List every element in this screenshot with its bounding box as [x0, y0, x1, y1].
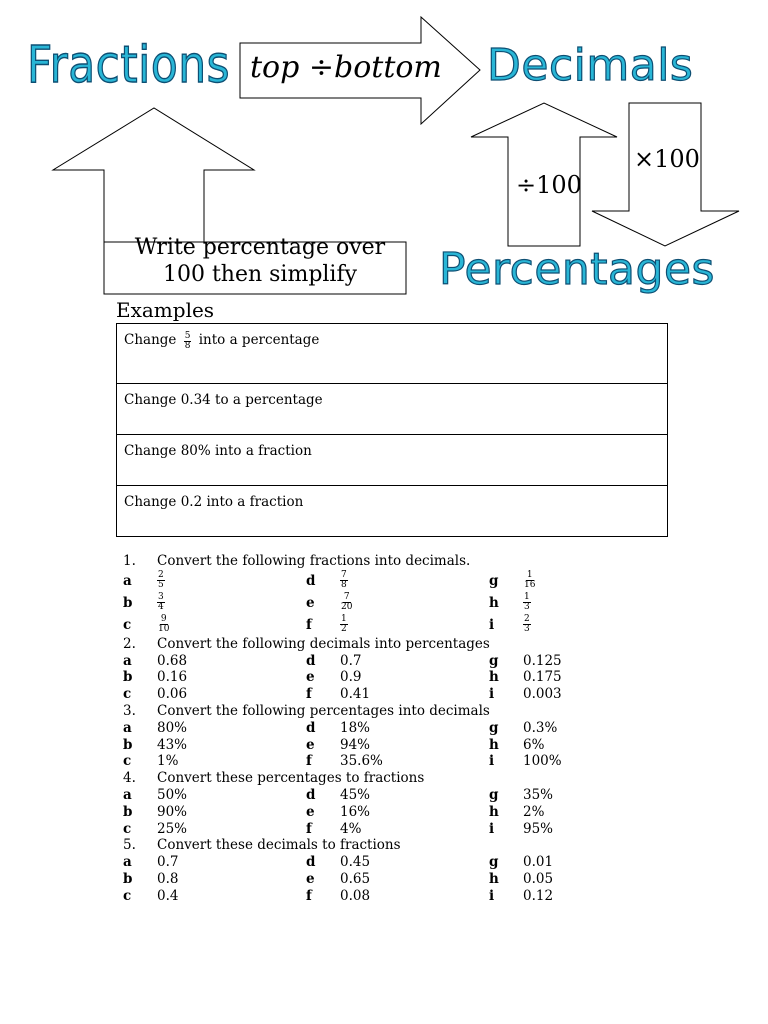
item-value: 0.7	[340, 652, 362, 669]
item-label: f	[306, 616, 312, 633]
question-number: 1.	[123, 553, 136, 569]
fraction-numerator: 7	[341, 569, 347, 580]
fraction-numerator: 5	[184, 331, 191, 341]
item-value: 0.06	[157, 686, 188, 703]
down-arrow-label: ×100	[634, 145, 700, 173]
item-value: 2%	[523, 803, 545, 820]
item-value: 4%	[340, 820, 362, 837]
fraction-denominator: 8	[184, 341, 191, 351]
item-value: 35%	[523, 786, 554, 803]
question-row	[123, 888, 643, 905]
item-value: 0.125	[523, 652, 562, 669]
item-label: c	[123, 616, 132, 633]
item-label: g	[489, 652, 499, 669]
item-value: 6%	[523, 736, 545, 753]
item-label: f	[306, 686, 312, 703]
item-fraction	[340, 593, 353, 612]
item-label: g	[489, 854, 499, 871]
fraction-denominator: 4	[158, 601, 164, 612]
fraction-numerator: 1	[524, 591, 530, 602]
example-row	[117, 324, 667, 384]
question-number: 5.	[123, 837, 136, 854]
item-value: 94%	[340, 736, 371, 753]
example-row: Change 0.2 into a fraction	[124, 494, 304, 510]
item-label: h	[489, 669, 499, 686]
fraction-numerator: 1	[341, 613, 347, 624]
fraction-numerator: 2	[524, 613, 530, 624]
item-value: 0.8	[157, 870, 179, 887]
item-value: 18%	[340, 719, 371, 736]
item-value: 100%	[523, 753, 562, 770]
item-label: e	[306, 803, 315, 820]
examples-table	[116, 323, 668, 537]
fraction-denominator: 3	[524, 623, 530, 634]
question-row	[123, 804, 643, 821]
item-label: i	[489, 616, 495, 633]
item-value: 80%	[157, 719, 188, 736]
left-arrow-label	[104, 234, 416, 288]
question-title: Convert these percentages to fractions	[157, 770, 425, 787]
question-row	[123, 787, 643, 804]
item-label: i	[489, 686, 495, 703]
example-text-pre: Change	[124, 332, 177, 348]
item-value: 0.003	[523, 686, 562, 703]
question-row	[123, 669, 643, 686]
question-row	[123, 871, 643, 888]
item-label: e	[306, 669, 315, 686]
question-row	[123, 686, 643, 703]
item-value: 0.3%	[523, 719, 558, 736]
fraction-numerator: 7	[343, 591, 350, 602]
item-label: a	[123, 854, 132, 871]
item-label: d	[306, 786, 316, 803]
item-label: b	[123, 594, 133, 611]
item-label: b	[123, 736, 133, 753]
item-label: e	[306, 736, 315, 753]
item-value: 0.05	[523, 870, 554, 887]
decimals-title: Decimals	[487, 40, 694, 91]
examples-title: Examples	[116, 298, 215, 322]
question-row	[123, 592, 643, 614]
percentages-title: Percentages	[439, 244, 715, 295]
item-label: i	[489, 820, 495, 837]
item-value: 16%	[340, 803, 371, 820]
item-label: h	[489, 594, 499, 611]
question-row	[123, 720, 643, 737]
fraction-denominator: 8	[341, 579, 347, 590]
fraction-denominator: 16	[524, 579, 536, 590]
item-label: f	[306, 887, 312, 904]
item-value: 50%	[157, 786, 188, 803]
item-value: 0.41	[340, 686, 371, 703]
example-text-post: into a percentage	[198, 332, 320, 348]
question-row	[123, 653, 643, 670]
fraction-numerator: 9	[160, 613, 167, 624]
question-heading	[123, 636, 643, 653]
question-heading	[123, 837, 643, 854]
question-row	[123, 737, 643, 754]
item-label: d	[306, 572, 316, 589]
item-value: 0.16	[157, 669, 188, 686]
item-value: 95%	[523, 820, 554, 837]
item-value: 35.6%	[340, 753, 383, 770]
item-label: i	[489, 753, 495, 770]
item-fraction	[523, 615, 531, 634]
item-label: c	[123, 686, 132, 703]
item-fraction	[340, 615, 348, 634]
item-label: f	[306, 753, 312, 770]
item-label: b	[123, 803, 133, 820]
item-label: e	[306, 594, 315, 611]
item-label: a	[123, 652, 132, 669]
question-number: 2.	[123, 635, 136, 652]
example-fraction	[184, 332, 192, 351]
item-value: 1%	[157, 753, 179, 770]
right-arrow-label: top ÷bottom	[250, 50, 442, 85]
item-fraction	[157, 615, 170, 634]
item-label: g	[489, 719, 499, 736]
question-row	[123, 854, 643, 871]
example-row: Change 0.34 to a percentage	[117, 384, 667, 435]
question-title: Convert the following fractions into decimals.	[157, 553, 471, 569]
item-fraction	[523, 593, 531, 612]
fraction-denominator: 10	[158, 623, 170, 634]
question-row	[123, 614, 643, 636]
item-value: 0.12	[523, 887, 554, 904]
item-label: b	[123, 870, 133, 887]
item-value: 0.9	[340, 669, 362, 686]
item-value: 45%	[340, 786, 371, 803]
item-value: 0.01	[523, 854, 554, 871]
item-label: f	[306, 820, 312, 837]
item-label: h	[489, 870, 499, 887]
item-value: 0.4	[157, 887, 179, 904]
fraction-numerator: 1	[526, 569, 533, 580]
question-number: 3.	[123, 702, 136, 719]
item-value: 0.7	[157, 854, 179, 871]
fraction-numerator: 2	[158, 569, 164, 580]
question-title: Convert the following percentages into decimals	[157, 702, 490, 719]
item-label: e	[306, 870, 315, 887]
up-arrow-label: ÷100	[516, 171, 582, 199]
item-label: a	[123, 572, 132, 589]
item-value: 0.175	[523, 669, 562, 686]
item-label: d	[306, 854, 316, 871]
item-label: h	[489, 803, 499, 820]
question-heading	[123, 770, 643, 787]
item-value: 0.65	[340, 870, 371, 887]
item-value: 90%	[157, 803, 188, 820]
item-label: c	[123, 887, 132, 904]
item-label: c	[123, 820, 132, 837]
item-label: d	[306, 652, 316, 669]
item-label: a	[123, 786, 132, 803]
fraction-denominator: 5	[158, 579, 164, 590]
left-arrow-label-line1: Write percentage over	[134, 235, 386, 260]
item-label: g	[489, 572, 499, 589]
item-value: 25%	[157, 820, 188, 837]
question-title: Convert the following decimals into percentages	[157, 635, 490, 652]
item-label: h	[489, 736, 499, 753]
question-title: Convert these decimals to fractions	[157, 837, 401, 854]
item-label: g	[489, 786, 499, 803]
left-arrow-label-line2: 100 then simplify	[162, 262, 358, 287]
item-label: a	[123, 719, 132, 736]
question-row	[123, 570, 643, 592]
question-number: 4.	[123, 770, 136, 787]
item-label: c	[123, 753, 132, 770]
down-arrow-shape-right	[592, 103, 739, 246]
item-fraction	[157, 593, 165, 612]
fraction-denominator: 2	[341, 623, 347, 634]
question-heading	[123, 703, 643, 720]
item-label: b	[123, 669, 133, 686]
example-row: Change 80% into a fraction	[117, 435, 667, 486]
item-value: 0.45	[340, 854, 371, 871]
fraction-denominator: 3	[524, 601, 530, 612]
item-label: d	[306, 719, 316, 736]
item-value: 0.08	[340, 887, 371, 904]
item-fraction	[340, 571, 348, 590]
fractions-title: Fractions	[27, 36, 231, 95]
item-fraction	[157, 571, 165, 590]
item-value: 0.68	[157, 652, 188, 669]
fraction-numerator: 3	[158, 591, 164, 602]
question-row	[123, 821, 643, 838]
fraction-denominator: 20	[341, 601, 353, 612]
question-row	[123, 753, 643, 770]
question-heading	[123, 553, 643, 570]
item-fraction	[523, 571, 536, 590]
questions-list	[123, 553, 643, 905]
item-label: i	[489, 887, 495, 904]
item-value: 43%	[157, 736, 188, 753]
